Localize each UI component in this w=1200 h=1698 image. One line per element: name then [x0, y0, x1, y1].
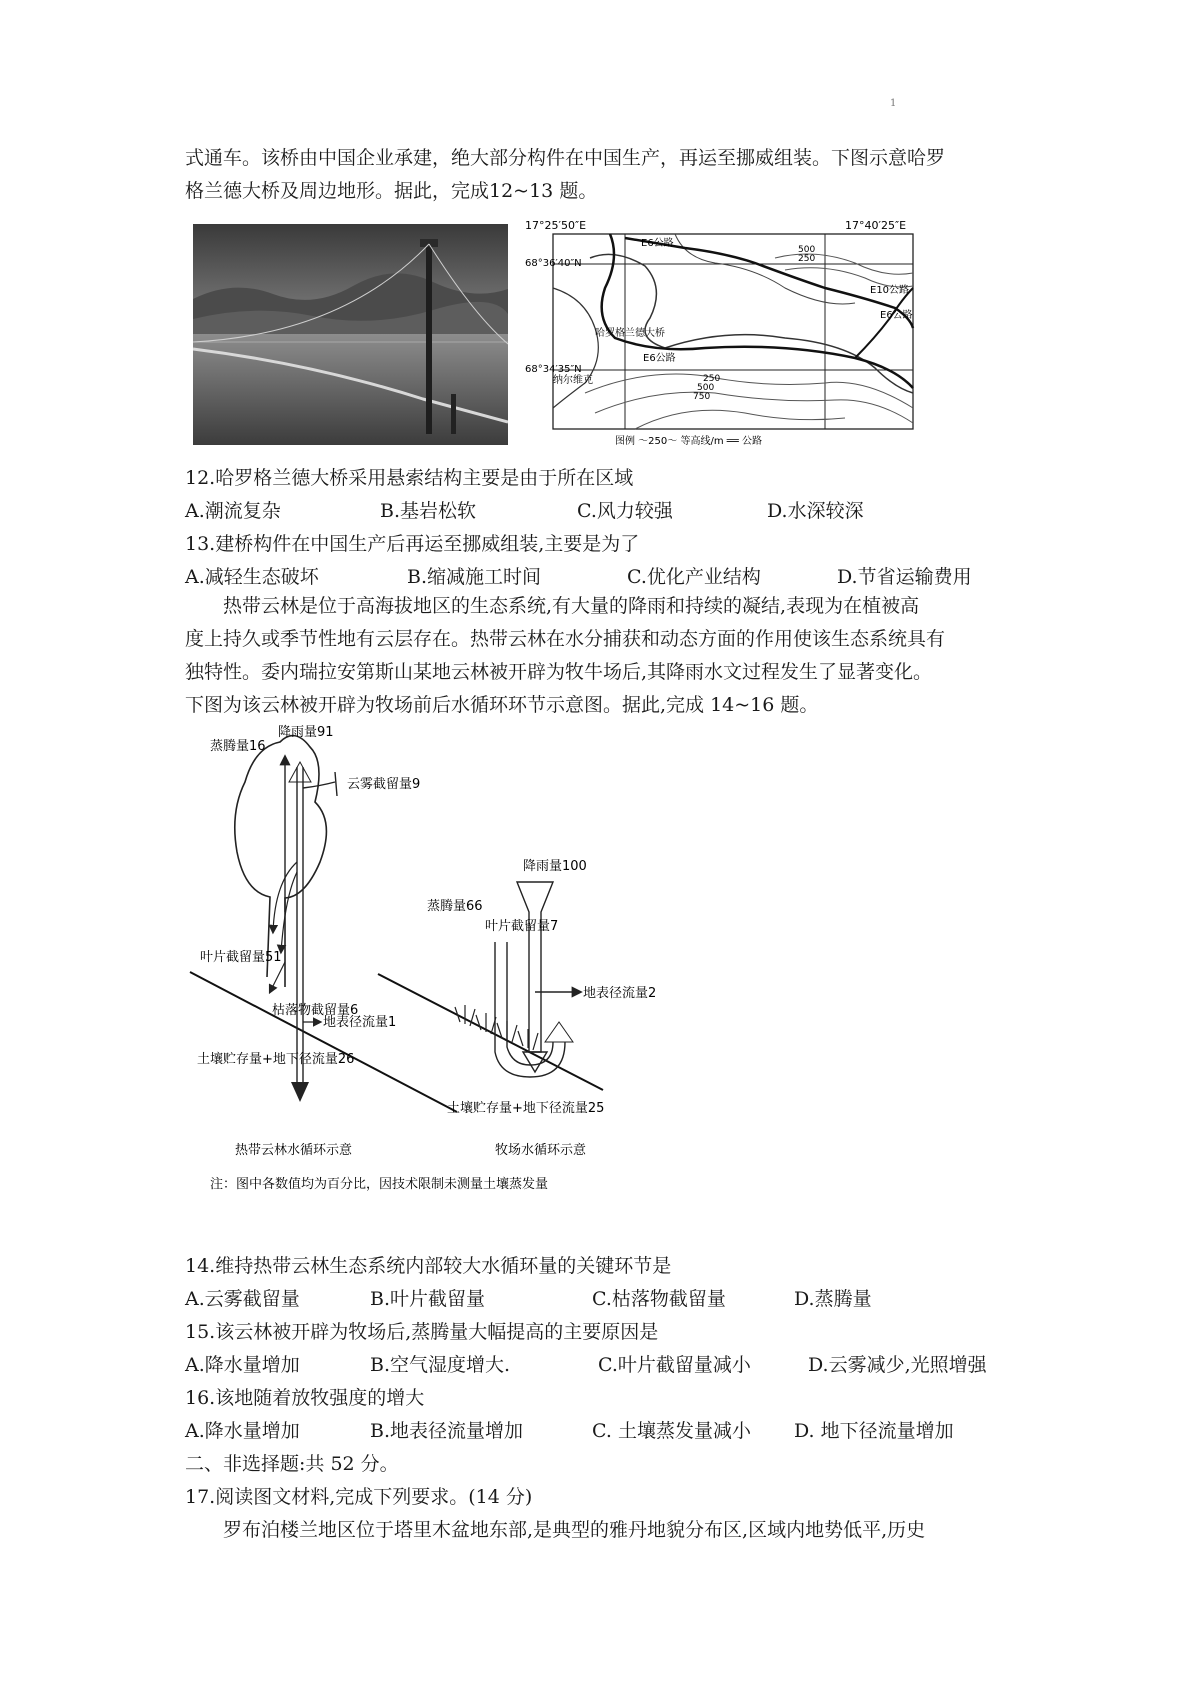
q15-option-d[interactable]: D.云雾减少,光照增强: [808, 1354, 987, 1376]
map-lon-left: 17°25′50″E: [525, 219, 587, 232]
map-lat-top: 68°36′40″N: [525, 258, 582, 269]
forest-evaporation-label: 蒸腾量16: [210, 739, 266, 754]
q12-stem: 12.哈罗格兰德大桥采用悬索结构主要是由于所在区域: [185, 467, 634, 489]
map-contour-500-top: 500: [798, 245, 816, 255]
forest-rain-label: 降雨量91: [278, 725, 334, 740]
questions-12-13: [185, 462, 1030, 594]
q14-stem: 14.维持热带云林生态系统内部较大水循环量的关键环节是: [185, 1255, 672, 1277]
map-road-e10: E10公路: [870, 285, 910, 296]
passage-cloud-forest: [185, 590, 1030, 722]
q12-options: [185, 495, 1030, 528]
questions-14-17: [185, 1250, 1030, 1547]
forest-fog-label: 云雾截留量9: [347, 777, 421, 792]
pasture-caption: 牧场水循环示意: [495, 1143, 587, 1158]
topographic-map: [525, 218, 935, 450]
q12-option-b[interactable]: B.基岩松软: [380, 500, 477, 522]
map-contour-750-bottom: 750: [693, 392, 711, 402]
map-contour-250-top: 250: [798, 254, 816, 264]
q17-line-1: 罗布泊楼兰地区位于塔里木盆地东部,是典型的雅丹地貌分布区,区域内地势低平,历史: [223, 1519, 926, 1541]
map-road-e6-right: E6公路: [880, 310, 913, 321]
map-town-label: 纳尔维克: [553, 375, 593, 386]
section-2-heading: 二、非选择题:共 52 分。: [185, 1453, 399, 1475]
q16-option-a[interactable]: A.降水量增加: [185, 1420, 300, 1442]
q15-option-b[interactable]: B.空气湿度增大.: [370, 1354, 511, 1376]
q12-option-c[interactable]: C.风力较强: [577, 500, 673, 522]
forest-leaf-label: 叶片截留量51: [200, 950, 282, 965]
q13-option-d[interactable]: D.节省运输费用: [837, 566, 972, 588]
q12-option-a[interactable]: A.潮流复杂: [185, 500, 281, 522]
q15-stem: 15.该云林被开辟为牧场后,蒸腾量大幅提高的主要原因是: [185, 1321, 659, 1343]
forest-litter-label: 枯落物截留量6: [272, 1003, 359, 1018]
intro-line-1: 式通车。该桥由中国企业承建，绝大部分构件在中国生产，再运至挪威组装。下图示意哈罗: [185, 147, 946, 169]
q16-option-c[interactable]: C. 土壤蒸发量减小: [592, 1420, 751, 1442]
forest-caption: 热带云林水循环示意: [235, 1143, 353, 1158]
q16-option-b[interactable]: B.地表径流量增加: [370, 1420, 524, 1442]
passage-line-3: 独特性。委内瑞拉安第斯山某地云林被开辟为牧牛场后,其降雨水文过程发生了显著变化。: [185, 661, 933, 683]
water-cycle-diagram: [185, 722, 775, 1237]
map-lon-right: 17°40′25″E: [845, 219, 907, 232]
q12-option-d[interactable]: D.水深较深: [767, 500, 864, 522]
q14-options: [185, 1283, 1030, 1316]
q13-option-b[interactable]: B.缩减施工时间: [407, 566, 542, 588]
forest-soil-label: 土壤贮存量+地下径流量26: [197, 1052, 355, 1067]
map-contour-250-bottom: 250: [703, 374, 721, 384]
map-contour-500-bottom: 500: [697, 383, 715, 393]
map-lat-bottom: 68°34′35″N: [525, 364, 582, 375]
pasture-evaporation-label: 蒸腾量66: [427, 899, 483, 914]
q16-stem: 16.该地随着放牧强度的增大: [185, 1387, 425, 1409]
page-mark: 1: [890, 98, 897, 109]
passage-line-1: 热带云林是位于高海拔地区的生态系统,有大量的降雨和持续的凝结,表现为在植被高: [223, 595, 920, 617]
q13-option-c[interactable]: C.优化产业结构: [627, 566, 761, 588]
intro-line-2: 格兰德大桥及周边地形。据此，完成12~13 题。: [185, 180, 598, 202]
forest-runoff-label: 地表径流量1: [323, 1015, 397, 1030]
cycle-note: 注：图中各数值均为百分比，因技术限制未测量土壤蒸发量: [210, 1177, 549, 1192]
passage-line-2: 度上持久或季节性地有云层存在。热带云林在水分捕获和动态方面的作用使该生态系统具有: [185, 628, 946, 650]
q15-option-a[interactable]: A.降水量增加: [185, 1354, 300, 1376]
q15-option-c[interactable]: C.叶片截留量减小: [598, 1354, 751, 1376]
q13-stem: 13.建桥构件在中国生产后再运至挪威组装,主要是为了: [185, 533, 640, 555]
q14-option-b[interactable]: B.叶片截留量: [370, 1288, 486, 1310]
map-road-e6-top: E6公路: [641, 238, 674, 249]
q14-option-d[interactable]: D.蒸腾量: [794, 1288, 872, 1310]
pasture-rain-label: 降雨量100: [523, 859, 587, 874]
map-legend: 图例 ～250～ 等高线/m ══ 公路: [615, 436, 762, 447]
q13-option-a[interactable]: A.减轻生态破坏: [185, 566, 319, 588]
passage-line-4: 下图为该云林被开辟为牧场前后水循环环节示意图。据此,完成 14~16 题。: [185, 694, 819, 716]
q14-option-c[interactable]: C.枯落物截留量: [592, 1288, 726, 1310]
map-bridge-label: 哈罗格兰德大桥: [595, 328, 665, 339]
pasture-soil-label: 土壤贮存量+地下径流量25: [447, 1101, 605, 1116]
q16-option-d[interactable]: D. 地下径流量增加: [794, 1420, 954, 1442]
q14-option-a[interactable]: A.云雾截留量: [185, 1288, 300, 1310]
pasture-leaf-label: 叶片截留量7: [485, 919, 559, 934]
q15-options: [185, 1349, 1030, 1382]
q17-stem: 17.阅读图文材料,完成下列要求。(14 分): [185, 1486, 533, 1508]
pasture-runoff-label: 地表径流量2: [583, 986, 657, 1001]
q16-options: [185, 1415, 1030, 1448]
bridge-photo: [193, 224, 508, 445]
intro-text: [185, 142, 1030, 208]
map-road-e6-mid: E6公路: [643, 353, 676, 364]
